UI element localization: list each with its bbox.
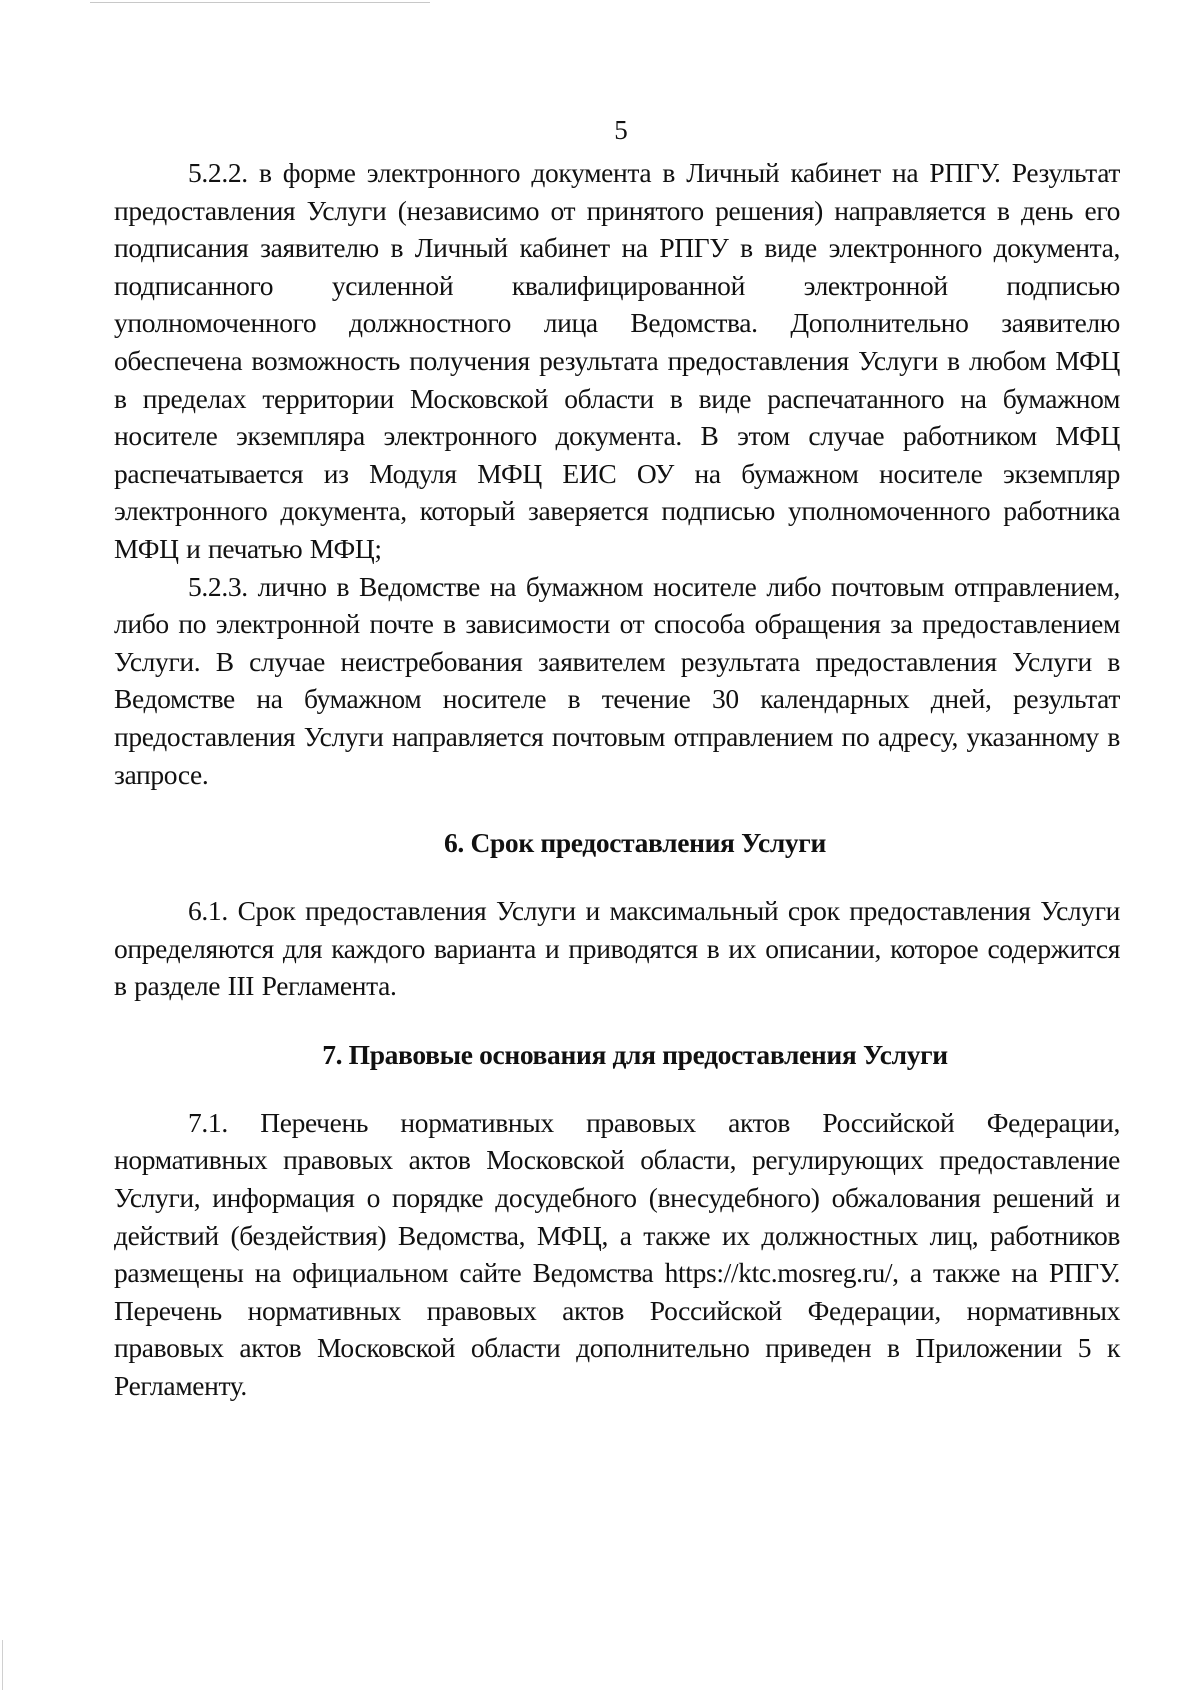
paragraph-6-1: 6.1. Срок предоставления Услуги и максимальный срок предоставления Услуги определяются для каждого варианта и приводятся в их описании, которое содержится в разделе III Регламента.: [114, 895, 1120, 1002]
section-heading-6: 6. Срок предоставления Услуги: [444, 827, 826, 859]
document-page: [114, 110, 1120, 1405]
paragraph-5-2-2: 5.2.2. в форме электронного документа в Личный кабинет на РПГУ. Результат предоставления Услуги (независимо от принятого решения) направляется в день его подписания заявителю в Личный кабинет на РПГУ в виде электронного документа, подписанного усиленной квалифицированной электронной подписью уполномоченного должностного лица Ведомства. Дополнительно заявителю обеспечена возможность получения результата предоставления Услуги в любом МФЦ в пределах территории Московской области в виде распечатанного на бумажном носителе экземпляра электронного документа. В этом случае работником МФЦ распечатывается из Модуля МФЦ ЕИС ОУ на бумажном носителе экземпляр электронного документа, который заверяется подписью уполномоченного работника МФЦ и печатью МФЦ;: [114, 157, 1120, 564]
paragraph-7-1: 7.1. Перечень нормативных правовых актов Российской Федерации, нормативных правовых актов Московской области, регулирующих предоставление Услуги, информация о порядке досудебного (внесудебного) обжалования решений и действий (бездействия) Ведомства, МФЦ, а также их должностных лиц, работников размещены на официальном сайте Ведомства https://ktc.mosreg.ru/, а также на РПГУ. Перечень нормативных правовых актов Российской Федерации, нормативных правовых актов Московской области дополнительно приведен в Приложении 5 к Регламенту.: [114, 1106, 1120, 1402]
page-number: 5: [614, 115, 628, 145]
scan-edge-line: [90, 2, 430, 3]
scan-edge-line: [2, 1640, 3, 1690]
paragraph-5-2-3: 5.2.3. лично в Ведомстве на бумажном носителе либо почтовым отправлением, либо по электронной почте в зависимости от способа обращения за предоставлением Услуги. В случае неистребования заявителем результата предоставления Услуги в Ведомстве на бумажном носителе в течение 30 календарных дней, результат предоставления Услуги направляется почтовым отправлением по адресу, указанному в запросе.: [114, 570, 1120, 790]
section-heading-7: 7. Правовые основания для предоставления Услуги: [322, 1038, 948, 1070]
